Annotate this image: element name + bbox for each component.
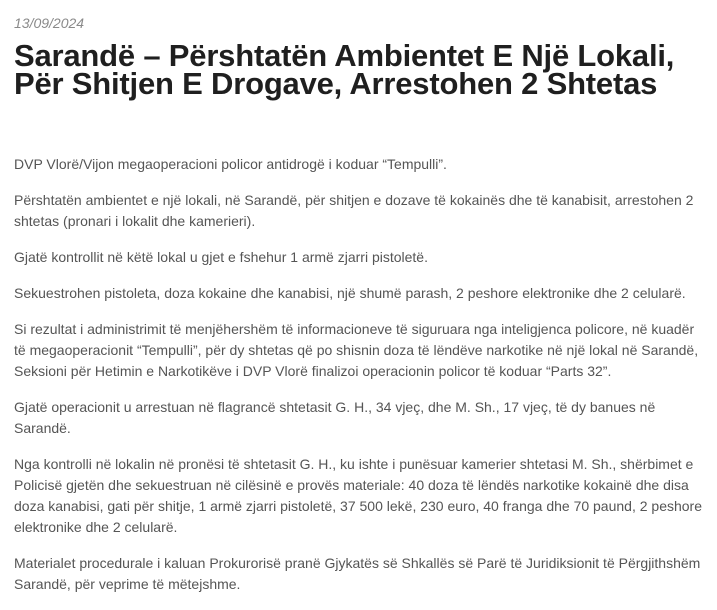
article-paragraph: Nga kontrolli në lokalin në pronësi të shtetasit G. H., ku ishte i punësuar kamerier shtetasi M. Sh., shërbimet e Policisë gjetën dhe sekuestruan në cilësinë e provës materiale: 40 doza të lëndës narkotike kokainë dhe disa doza kanabisi, gati për shitje, 1 armë zjarri pistoletë, 37 500 lekë, 230 euro, 40 franga dhe 70 paund, 2 peshore elektronike dhe 2 celularë.	[14, 456, 703, 535]
article-paragraph: Gjatë operacionit u arrestuan në flagrancë shtetasit G. H., 34 vjeç, dhe M. Sh., 17 vjeç, të dy banues në Sarandë.	[14, 399, 656, 436]
article-paragraph: Sekuestrohen pistoleta, doza kokaine dhe kanabisi, një shumë parash, 2 peshore elektronike dhe 2 celularë.	[14, 285, 686, 301]
article-paragraph: DVP Vlorë/Vijon megaoperacioni policor antidrogë i koduar “Tempulli”.	[14, 156, 447, 172]
article-paragraph: Materialet procedurale i kaluan Prokurorisë pranë Gjykatës së Shkallës së Parë të Juridiksionit të Përgjithshëm Sarandë, për veprime të mëtejshme.	[14, 555, 701, 592]
article-paragraph: Gjatë kontrollit në këtë lokal u gjet e fshehur 1 armë zjarri pistoletë.	[14, 249, 428, 265]
article-paragraph: Si rezultat i administrimit të menjëhershëm të informacioneve të siguruara nga inteligjenca policore, në kuadër të megaoperacionit “Tempulli”, për dy shtetas që po shisnin doza të lëndëve narkotike në një lokal në Sarandë, Seksioni për Hetimin e Narkotikëve i DVP Vlorë finalizoi operacionin policor të koduar “Parts 32”.	[14, 321, 699, 379]
article-body	[14, 154, 704, 595]
article-date: 13/09/2024	[14, 15, 85, 31]
article	[14, 0, 704, 610]
article-paragraph: Përshtatën ambientet e një lokali, në Sarandë, për shitjen e dozave të kokainës dhe të kanabisit, arrestohen 2 shtetas (pronari i lokalit dhe kamerieri).	[14, 192, 694, 229]
article-title: Sarandë – Përshtatën Ambientet E Një Lokali, Për Shitjen E Drogave, Arrestohen 2 Shtetas	[14, 38, 675, 101]
